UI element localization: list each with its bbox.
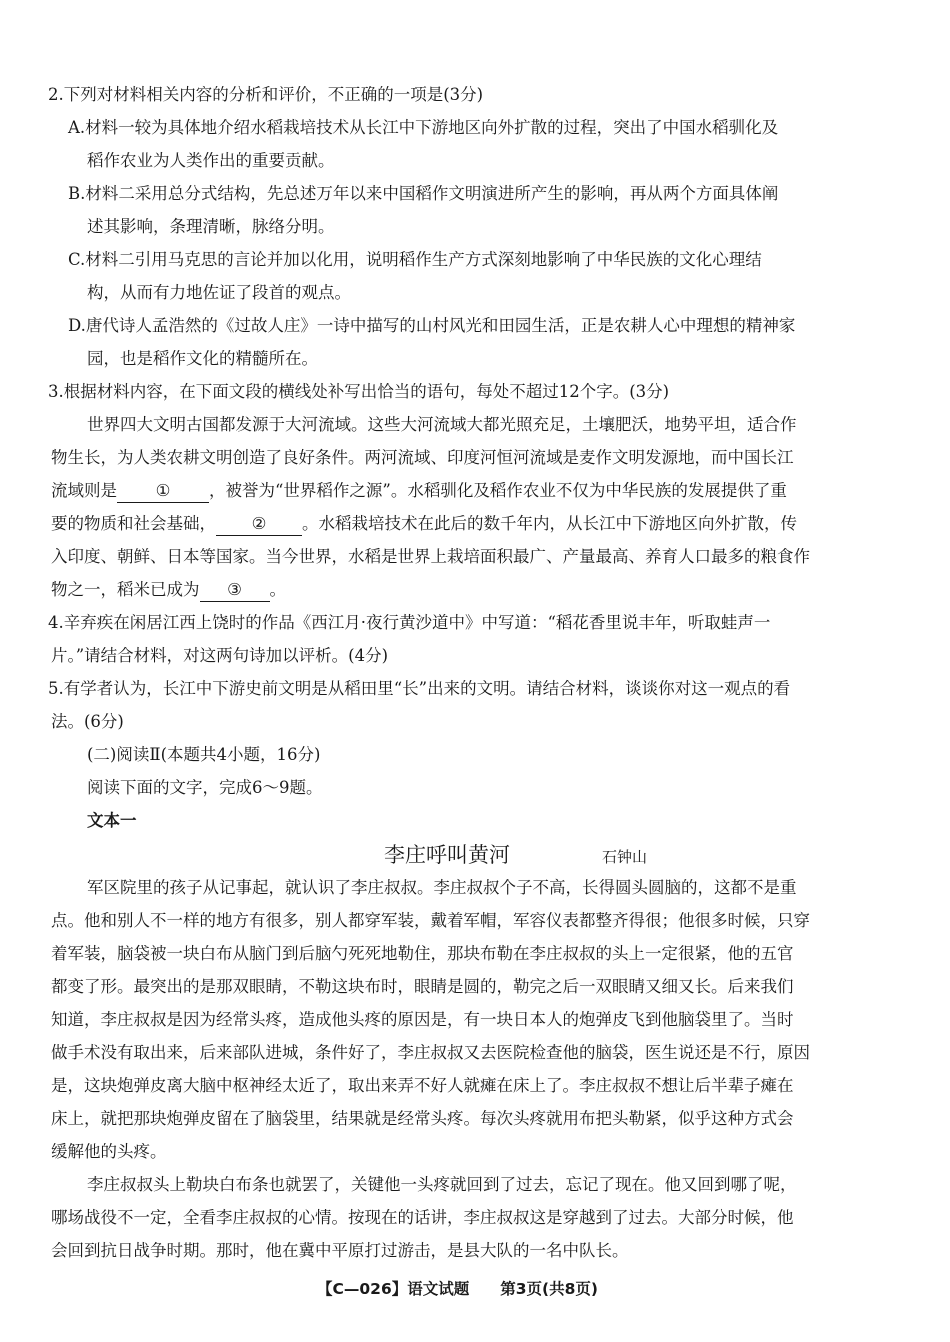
- story-author: 石钟山: [602, 848, 648, 866]
- story-para1-line1: 军区院里的孩子从记事起，就认识了李庄叔叔。李庄叔叔个子不高，长得圆头圆脑的，这都不是重: [87, 878, 797, 897]
- story-para2-line3: 会回到抗日战争时期。那时，他在冀中平原打过游击，是县大队的一名中队长。: [51, 1241, 629, 1260]
- q3-passage-line4: [51, 512, 797, 536]
- answer-blank-3[interactable]: ③: [200, 580, 270, 602]
- q4-stem-line1: 4.辛弃疾在闲居江西上饶时的作品《西江月·夜行黄沙道中》中写道：“稻花香里说丰年，听取蛙声一: [48, 613, 771, 632]
- story-para2-line1: 李庄叔叔头上勒块白布条也就罢了，关键他一头疼就回到了过去，忘记了现在。他又回到哪了呢，: [87, 1175, 797, 1194]
- q5-stem-line1: 5.有学者认为，长江中下游史前文明是从稻田里“长”出来的文明。请结合材料，谈谈你对这一观点的看: [48, 679, 791, 698]
- story-para1-line6: 做手术没有取出来，后来部队进城，条件好了，李庄叔叔又去医院检查他的脑袋，医生说还是不行，原因: [51, 1043, 810, 1062]
- text-label: 文本一: [87, 811, 137, 830]
- q2-stem: 2.下列对材料相关内容的分析和评价，不正确的一项是(3分): [48, 85, 484, 104]
- story-para1-line4: 都变了形。最突出的是那双眼睛，不勒这块布时，眼睛是圆的，勒完之后一双眼睛又细又长。后来我们: [51, 977, 794, 996]
- q3-passage-line6-end: 。: [269, 580, 286, 599]
- q2-option-d-line2: 园，也是稻作文化的精髓所在。: [87, 349, 318, 368]
- answer-blank-1[interactable]: ①: [117, 481, 209, 503]
- q2-option-c-line2: 构，从而有力地佐证了段首的观点。: [87, 283, 351, 302]
- q3-passage-line2: 物生长，为人类农耕文明创造了良好条件。两河流域、印度河恒河流域是麦作文明发源地，而中国长江: [51, 448, 794, 467]
- q3-stem: 3.根据材料内容，在下面文段的横线处补写出恰当的语句，每处不超过12个字。(3分): [48, 382, 670, 401]
- section-instruction: 阅读下面的文字，完成6～9题。: [87, 778, 323, 797]
- story-para1-line8: 床上，就把那块炮弹皮留在了脑袋里，结果就是经常头疼。每次头疼就用布把头勒紧，似乎这种方式会: [51, 1109, 794, 1128]
- q4-stem-line2: 片。”请结合材料，对这两句诗加以评析。(4分): [51, 646, 389, 665]
- q3-passage-line3: [51, 479, 787, 503]
- q2-option-a-line2: 稻作农业为人类作出的重要贡献。: [87, 151, 335, 170]
- q3-passage-line4-start: 要的物质和社会基础，: [51, 514, 216, 533]
- page-footer: 【C—026】语文试题 第3页(共8页): [317, 1280, 598, 1298]
- q3-passage-line3-start: 流域则是: [51, 481, 117, 500]
- section-heading: (二)阅读Ⅱ(本题共4小题，16分): [87, 745, 321, 764]
- story-para1-line2: 点。他和别人不一样的地方有很多，别人都穿军装，戴着军帽，军容仪表都整齐得很；他很多时候，只穿: [51, 911, 810, 930]
- story-para1-line3: 着军装，脑袋被一块白布从脑门到后脑勺死死地勒住，那块布勒在李庄叔叔的头上一定很紧，他的五官: [51, 944, 794, 963]
- q3-passage-line3-end: ，被誉为“世界稻作之源”。水稻驯化及稻作农业不仅为中华民族的发展提供了重: [209, 481, 787, 500]
- story-para1-line9: 缓解他的头疼。: [51, 1142, 167, 1161]
- story-para1-line7: 是，这块炮弹皮离大脑中枢神经太近了，取出来弄不好人就瘫在床上了。李庄叔叔不想让后半辈子瘫在: [51, 1076, 794, 1095]
- q2-option-d-line1: D.唐代诗人孟浩然的《过故人庄》一诗中描写的山村风光和田园生活，正是农耕人心中理想的精神家: [68, 316, 796, 335]
- story-title: 李庄呼叫黄河: [384, 843, 510, 867]
- q2-option-b-line2: 述其影响，条理清晰，脉络分明。: [87, 217, 335, 236]
- q3-passage-line6: [51, 578, 286, 602]
- q5-stem-line2: 法。(6分): [51, 712, 124, 731]
- q3-passage-line5: 入印度、朝鲜、日本等国家。当今世界，水稻是世界上栽培面积最广、产量最高、养育人口最多的粮食作: [51, 547, 810, 566]
- q3-passage-line1: 世界四大文明古国都发源于大河流域。这些大河流域大都光照充足，土壤肥沃，地势平坦，适合作: [87, 415, 797, 434]
- answer-blank-2[interactable]: ②: [216, 514, 302, 536]
- q2-option-c-line1: C.材料二引用马克思的言论并加以化用，说明稻作生产方式深刻地影响了中华民族的文化心理结: [68, 250, 762, 269]
- q3-passage-line4-end: 。水稻栽培技术在此后的数千年内，从长江中下游地区向外扩散，传: [302, 514, 797, 533]
- q2-option-b-line1: B.材料二采用总分式结构，先总述万年以来中国稻作文明演进所产生的影响，再从两个方面具体阐: [68, 184, 779, 203]
- q2-option-a-line1: A.材料一较为具体地介绍水稻栽培技术从长江中下游地区向外扩散的过程，突出了中国水稻驯化及: [68, 118, 779, 137]
- story-para1-line5: 知道，李庄叔叔是因为经常头疼，造成他头疼的原因是，有一块日本人的炮弹皮飞到他脑袋里了。当时: [51, 1010, 794, 1029]
- q3-passage-line6-start: 物之一，稻米已成为: [51, 580, 200, 599]
- story-para2-line2: 哪场战役不一定，全看李庄叔叔的心情。按现在的话讲，李庄叔叔这是穿越到了过去。大部分时候，他: [51, 1208, 794, 1227]
